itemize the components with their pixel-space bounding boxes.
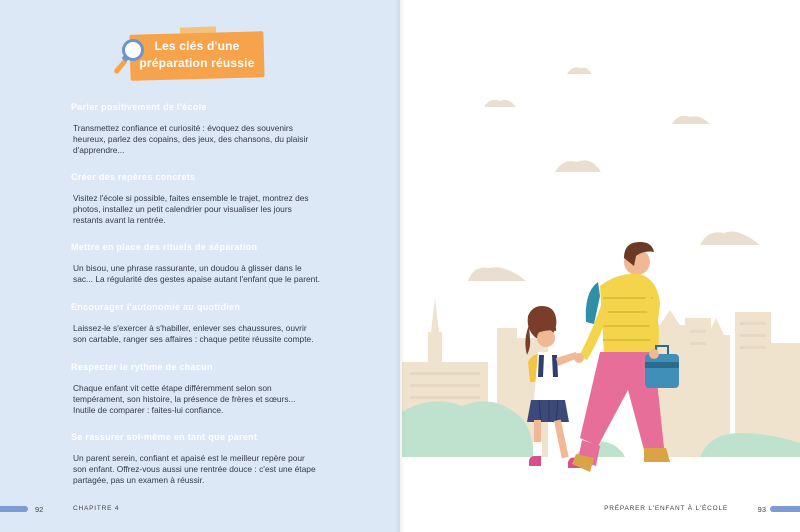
tip-heading: Créer des repères concrets — [68, 171, 200, 184]
tip-text — [73, 383, 341, 416]
page-title-line-2: préparation réussie — [139, 56, 255, 70]
tip-text-line: sac... La régularité des gestes apaise autant l'enfant que le parent. — [73, 274, 320, 284]
ground — [400, 457, 800, 532]
book-gutter — [395, 0, 405, 532]
clouds — [468, 67, 760, 281]
tip-text-line: photos, installez un petit calendrier pour visualiser les jours — [73, 204, 292, 214]
tip-text-line: Laissez-le s'exercer à s'habiller, enlever ses chaussures, ouvrir — [73, 323, 307, 333]
tip-text-line: d'apprendre... — [73, 145, 125, 155]
school-walk-illustration — [400, 0, 800, 532]
tip-text-line: Visitez l'école si possible, faites ensemble le trajet, montrez des — [73, 193, 309, 203]
right-page — [400, 0, 800, 532]
tip-text-line: Un bisou, une phrase rassurante, un doudou à glisser dans le — [73, 263, 302, 273]
tip-text-line: son enfant. Offrez-vous aussi une rentrée douce : c'est une étape — [73, 464, 316, 474]
footer-accent-bar — [0, 506, 28, 512]
tip-heading: Respecter le rythme de chacun — [68, 361, 218, 374]
tip-heading: Se rassurer soi-même en tant que parent — [68, 431, 262, 444]
tip-text — [73, 123, 341, 156]
tip-heading: Parler positivement de l'école — [68, 101, 212, 114]
tip-text — [73, 193, 341, 226]
footer-accent-bar — [770, 506, 800, 512]
tip-text-line: heureux, parlez des copains, des jeux, des chansons, du plaisir — [73, 134, 309, 144]
tip-text-line: tempérament, son histoire, la présence de frères et sœurs... — [73, 394, 296, 404]
tip-text — [73, 323, 341, 345]
tip-section-1 — [73, 97, 341, 156]
page-number-left: 92 — [35, 505, 44, 514]
tip-section-3 — [73, 237, 341, 285]
page-title-line-1: Les clés d'une — [154, 39, 240, 53]
page-number-right: 93 — [757, 505, 766, 514]
tip-text — [73, 263, 341, 285]
tip-text-line: Transmettez confiance et curiosité : évoquez des souvenirs — [73, 123, 293, 133]
tip-heading: Encourager l'autonomie au quotidien — [68, 301, 245, 314]
tip-text-line: restants avant la rentrée. — [73, 215, 166, 225]
tip-section-5 — [73, 357, 341, 416]
tip-section-4 — [73, 297, 341, 345]
tip-section-6 — [73, 427, 341, 486]
tip-text — [73, 453, 341, 486]
tip-text-line: Chaque enfant vit cette étape différemment selon son — [73, 383, 272, 393]
tip-text-line: Un parent serein, confiant et apaisé est le meilleur repère pour — [73, 453, 305, 463]
page-title — [130, 38, 264, 72]
tip-text-line: Inutile de comparer : faites-lui confiance. — [73, 405, 224, 415]
chapter-title-right: PRÉPARER L'ENFANT À L'ÉCOLE — [604, 505, 728, 512]
tip-section-2 — [73, 167, 341, 226]
tip-text-line: partagée, pas un examen à réussir. — [73, 475, 205, 485]
tip-text-line: son cartable, ranger ses affaires : chaque petite réussite compte. — [73, 334, 314, 344]
tip-heading: Mettre en place des rituels de séparation — [68, 241, 262, 254]
chapter-label: CHAPITRE 4 — [73, 505, 120, 512]
